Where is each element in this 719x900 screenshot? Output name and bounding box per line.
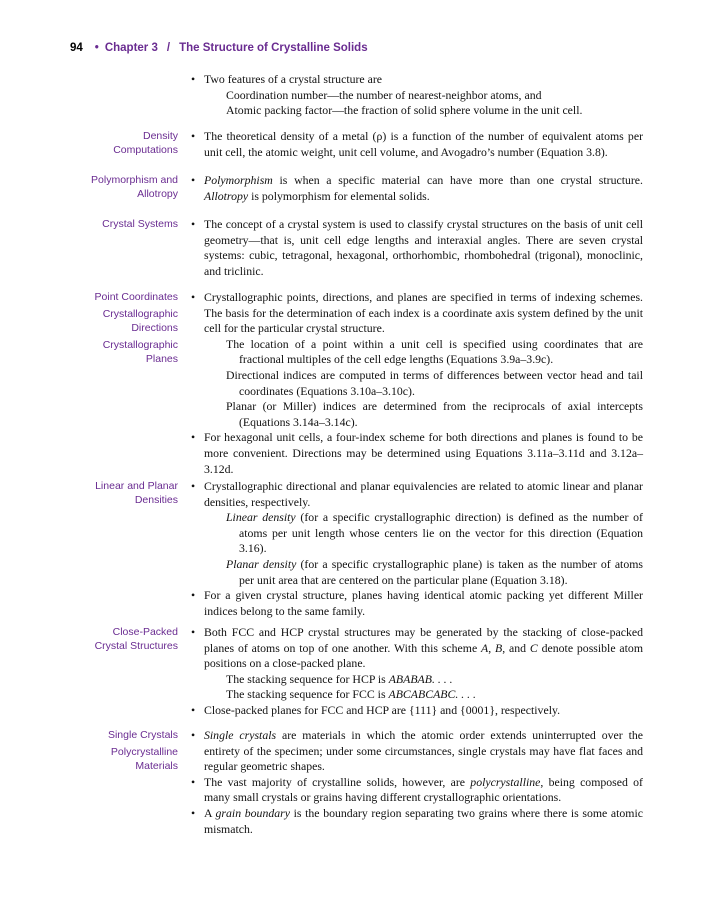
bullet-item: • Crystallographic points, directions, and planes are specified in terms of indexing schemes. The basis for the determination of each index is a coordinate axis system defined by the unit cell for the particular crystal structure. <box>191 290 643 337</box>
bullet-item: • The theoretical density of a metal (ρ) is a function of the number of equivalent atoms per unit cell, the atomic weight, unit cell volume, and Avogadro’s number (Equation 3.8). <box>191 129 643 160</box>
sub-item: Directional indices are computed in terms of differences between vector head and tail coordinates (Equations 3.10a–3.10c). <box>226 367 643 398</box>
margin-heading: Single Crystals Polycrystalline Materials <box>107 729 178 772</box>
bullet-item: • The vast majority of crystalline solids, however, are polycrystalline, being composed of many small crystals or grains having different crystallographic orientations. <box>191 775 643 806</box>
bullet-item: • Close-packed planes for FCC and HCP are {111} and {0001}, respectively. <box>191 703 643 719</box>
bullet-item: • The concept of a crystal system is used to classify crystal structures on the basis of unit cell geometry—that is, unit cell edge lengths and interaxial angles. There are seven crystal systems: cubic, tetragonal, hexagonal, orthorhombic, rhombohedral (trigonal), monoclinic, and triclinic. <box>191 217 643 279</box>
sub-item: Linear density (for a specific crystallographic direction) is defined as the number of atoms per unit length whose centers lie on the vector for this direction (Equation 3.16). <box>226 510 643 556</box>
bullet-item: • For a given crystal structure, planes having identical atomic packing yet different Miller indices belong to the same family. <box>191 588 643 619</box>
bullet-item: • Two features of a crystal structure are <box>191 72 643 88</box>
running-header <box>70 42 368 54</box>
sub-item: Atomic packing factor—the fraction of solid sphere volume in the unit cell. <box>226 103 583 118</box>
bullet-item: • Polymorphism is when a specific material can have more than one crystal structure. Allotropy is polymorphism for elemental solids. <box>191 173 643 204</box>
sub-item: The location of a point within a unit cell is specified using coordinates that are fractional multiples of the cell edge lengths (Equations 3.9a–3.9c). <box>226 336 643 367</box>
margin-heading: Point Coordinates Crystallographic Directions Crystallographic Planes <box>94 291 178 365</box>
header-dot: • <box>94 42 99 54</box>
bullet-item: • Single crystals are materials in which the atomic order extends uninterrupted over the entirety of the specimen; under some circumstances, single crystals may have flat faces and regular geometric shapes. <box>191 728 643 775</box>
bullet-item: • Both FCC and HCP crystal structures may be generated by the stacking of close-packed planes of atoms on top of one another. With this scheme A, B, and C denote possible atom positions on a close-packed plane. <box>191 625 643 672</box>
sub-item: The stacking sequence for HCP is ABABAB. . . . <box>226 671 453 686</box>
margin-heading: Density Computations <box>113 130 178 156</box>
margin-heading: Linear and Planar Densities <box>95 480 178 506</box>
chapter-title: The Structure of Crystalline Solids <box>179 42 368 54</box>
sub-item: Planar density (for a specific crystallographic plane) is taken as the number of atoms per unit area that are centered on the particular plane (Equation 3.18). <box>226 556 643 587</box>
header-slash: / <box>166 42 171 54</box>
sub-item: Planar (or Miller) indices are determined from the reciprocals of axial intercepts (Equations 3.14a–3.14c). <box>226 399 643 429</box>
bullet-item: • A grain boundary is the boundary region separating two grains where there is some atomic mismatch. <box>191 806 643 837</box>
margin-heading: Crystal Systems <box>102 218 178 230</box>
chapter-label: Chapter 3 <box>104 42 158 54</box>
page-number: 94 <box>70 42 83 54</box>
bullet-item: • Crystallographic directional and planar equivalencies are related to atomic linear and planar densities, respectively. <box>191 479 643 510</box>
bullet-item: • For hexagonal unit cells, a four-index scheme for both directions and planes is found to be more convenient. Directions may be determined using Equations 3.11a–3.11d and 3.12a–3.12d. <box>191 430 643 477</box>
margin-heading: Close-Packed Crystal Structures <box>94 626 178 652</box>
sub-item: The stacking sequence for FCC is ABCABCABC. . . . <box>226 687 477 702</box>
margin-heading: Polymorphism and Allotropy <box>91 174 178 200</box>
sub-item: Coordination number—the number of nearest-neighbor atoms, and <box>226 87 542 102</box>
